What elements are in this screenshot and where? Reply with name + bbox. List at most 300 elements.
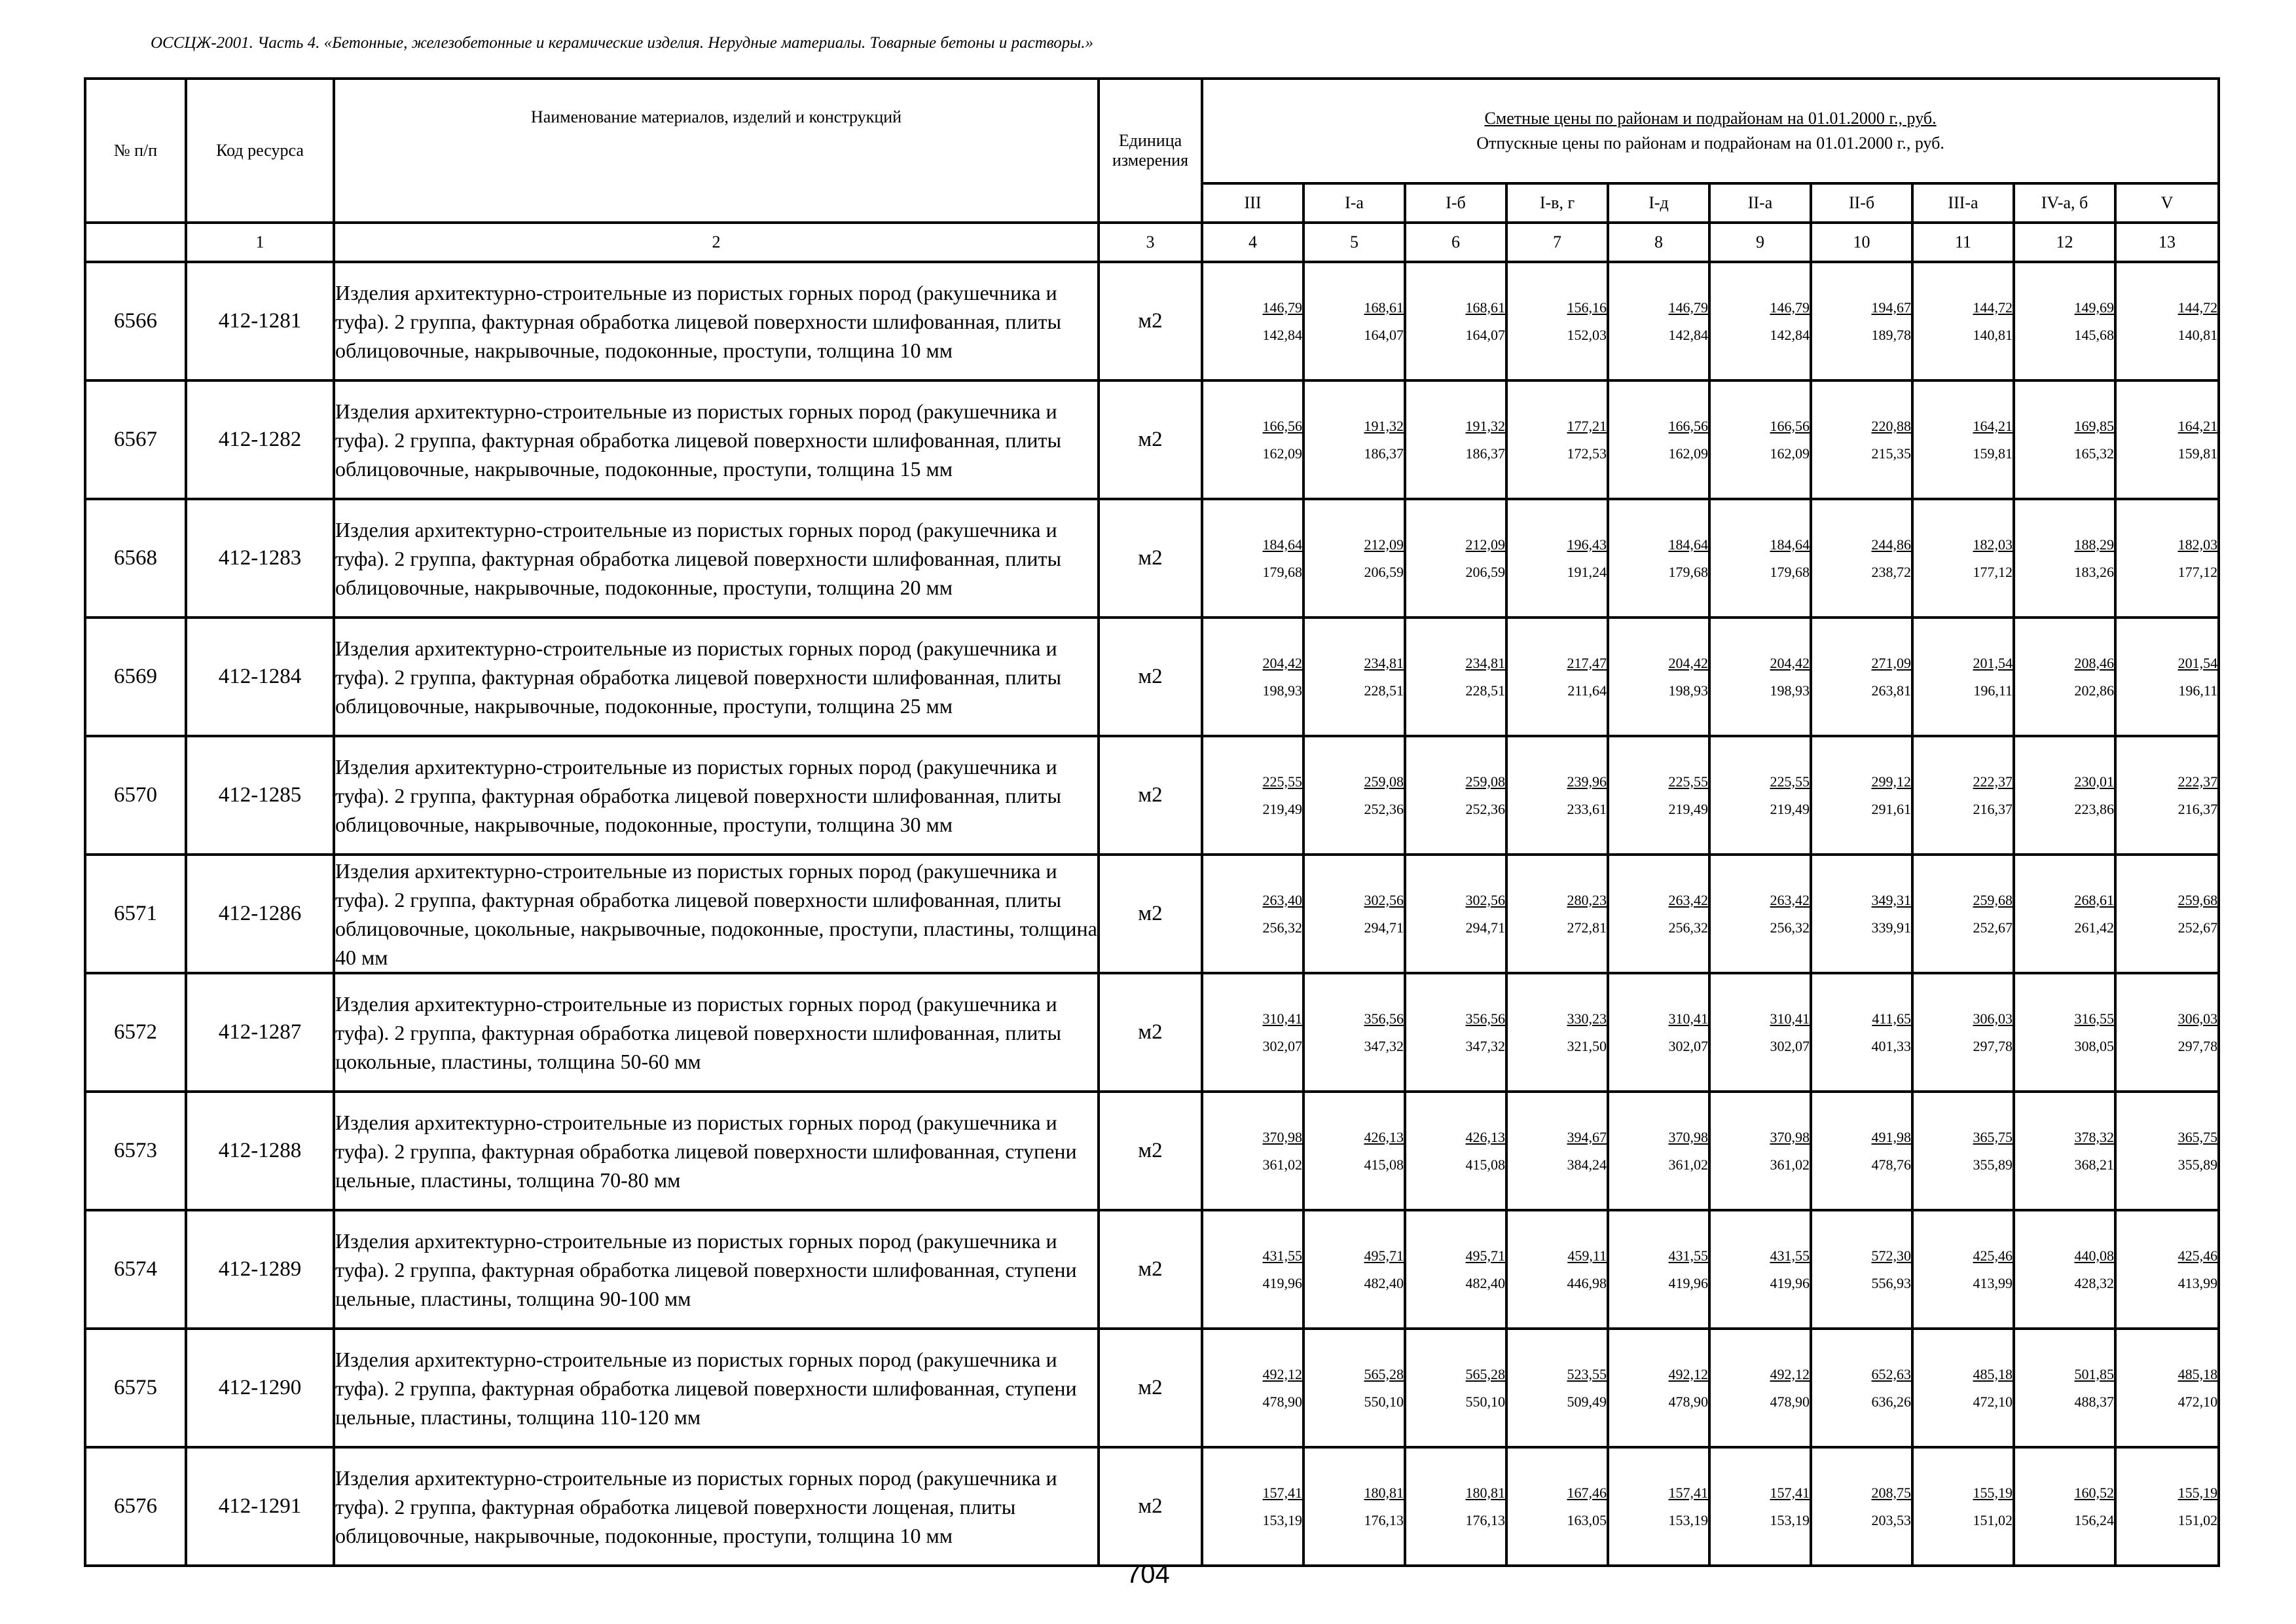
release-price: 211,64 [1567, 682, 1607, 699]
estimated-price: 182,03 [1973, 536, 2013, 553]
release-price: 196,11 [2178, 682, 2218, 699]
release-price: 145,68 [2074, 326, 2114, 343]
header-region: III-а [1912, 183, 2014, 223]
price-cell [1202, 736, 1303, 855]
price-cell [1303, 855, 1405, 973]
estimated-price: 268,61 [2074, 891, 2114, 908]
header-region: I-в, г [1506, 183, 1608, 223]
estimated-price: 234,81 [1364, 654, 1404, 671]
release-price: 478,90 [1262, 1393, 1302, 1410]
price-cell [1405, 1447, 1506, 1566]
estimated-price: 155,19 [1973, 1484, 2013, 1501]
resource-code: 412-1291 [186, 1447, 334, 1566]
release-price: 261,42 [2074, 919, 2114, 936]
price-cell [1811, 1210, 1912, 1329]
material-name: Изделия архитектурно-строительные из пористых горных пород (ракушечника и туфа). 2 группа, фактурная обработка лицевой поверхности шлифованная, плиты облицовочные, накрывочные, подоконные, проступи, толщина 10 мм [334, 262, 1099, 380]
price-cell [1811, 736, 1912, 855]
estimated-price: 263,42 [1770, 891, 1810, 908]
release-price: 151,02 [1973, 1511, 2013, 1528]
estimated-price: 169,85 [2074, 417, 2114, 434]
price-cell [1608, 1329, 1709, 1447]
row-number: 6571 [85, 855, 186, 973]
estimated-price: 572,30 [1871, 1247, 1911, 1264]
estimated-price: 259,68 [1973, 891, 2013, 908]
material-name: Изделия архитектурно-строительные из пористых горных пород (ракушечника и туфа). 2 группа, фактурная обработка лицевой поверхности лощеная, плиты облицовочные, накрывочные, подоконные, проступи, толщина 10 мм [334, 1447, 1099, 1566]
row-number: 6572 [85, 973, 186, 1092]
header-num: № п/п [85, 79, 186, 223]
price-cell [1709, 1329, 1811, 1447]
release-price: 291,61 [1871, 800, 1911, 817]
material-name: Изделия архитектурно-строительные из пористых горных пород (ракушечника и туфа). 2 группа, фактурная обработка лицевой поверхности шлифованная, плиты облицовочные, накрывочные, подоконные, проступи, толщина 30 мм [334, 736, 1099, 855]
release-price: 176,13 [1465, 1511, 1505, 1528]
estimated-price: 184,64 [1668, 536, 1708, 553]
release-price: 172,53 [1567, 445, 1607, 462]
release-price: 186,37 [1364, 445, 1404, 462]
estimated-price: 156,16 [1567, 299, 1607, 316]
price-cell [1405, 1092, 1506, 1210]
release-price: 294,71 [1465, 919, 1505, 936]
release-price: 347,32 [1465, 1037, 1505, 1054]
release-price: 297,78 [2178, 1037, 2218, 1054]
release-price: 294,71 [1364, 919, 1404, 936]
release-price: 509,49 [1567, 1393, 1607, 1410]
price-cell [2115, 1210, 2219, 1329]
release-price: 219,49 [1770, 800, 1810, 817]
estimated-price: 160,52 [2074, 1484, 2114, 1501]
release-price: 419,96 [1668, 1274, 1708, 1291]
release-price: 355,89 [2178, 1156, 2218, 1173]
document-header: ОССЦЖ-2001. Часть 4. «Бетонные, железобетонные и керамические изделия. Нерудные материалы. Товарные бетоны и растворы.» [151, 34, 1093, 52]
estimated-price: 491,98 [1871, 1128, 1911, 1145]
price-cell [1202, 1210, 1303, 1329]
header-index: 10 [1811, 223, 1912, 262]
estimated-price: 244,86 [1871, 536, 1911, 553]
price-cell [1303, 499, 1405, 618]
estimated-price: 164,21 [1973, 417, 2013, 434]
price-cell [1811, 262, 1912, 380]
price-cell [1202, 618, 1303, 736]
estimated-price: 411,65 [1872, 1010, 1911, 1027]
release-price: 186,37 [1465, 445, 1505, 462]
release-price: 636,26 [1871, 1393, 1911, 1410]
estimated-price: 217,47 [1567, 654, 1607, 671]
release-price: 550,10 [1364, 1393, 1404, 1410]
price-cell [1608, 499, 1709, 618]
release-price: 415,08 [1364, 1156, 1404, 1173]
resource-code: 412-1286 [186, 855, 334, 973]
price-cell [1608, 855, 1709, 973]
price-cell [1811, 618, 1912, 736]
header-region: II-а [1709, 183, 1811, 223]
estimated-price: 222,37 [2178, 773, 2218, 790]
price-cell [1405, 1210, 1506, 1329]
table-row [85, 1447, 2219, 1566]
release-price: 162,09 [1262, 445, 1302, 462]
release-price: 302,07 [1668, 1037, 1708, 1054]
price-cell [1303, 736, 1405, 855]
estimated-price: 271,09 [1871, 654, 1911, 671]
price-cell [2014, 1092, 2115, 1210]
estimated-price: 157,41 [1770, 1484, 1810, 1501]
header-region: V [2115, 183, 2219, 223]
estimated-price: 492,12 [1770, 1365, 1810, 1382]
estimated-price: 204,42 [1262, 654, 1302, 671]
table-row [85, 1329, 2219, 1447]
release-price: 142,84 [1770, 326, 1810, 343]
release-price: 415,08 [1465, 1156, 1505, 1173]
material-name: Изделия архитектурно-строительные из пористых горных пород (ракушечника и туфа). 2 группа, фактурная обработка лицевой поверхности шлифованная, плиты облицовочные, накрывочные, подоконные, проступи, толщина 20 мм [334, 499, 1099, 618]
price-cell [2014, 855, 2115, 973]
header-index: 5 [1303, 223, 1405, 262]
resource-code: 412-1289 [186, 1210, 334, 1329]
header-name: Наименование материалов, изделий и конструкций [334, 79, 1099, 223]
material-name: Изделия архитектурно-строительные из пористых горных пород (ракушечника и туфа). 2 группа, фактурная обработка лицевой поверхности шлифованная, ступени цельные, пластины, толщина 90-100 мм [334, 1210, 1099, 1329]
estimated-price: 310,41 [1668, 1010, 1708, 1027]
release-price: 339,91 [1871, 919, 1911, 936]
price-cell [1912, 1447, 2014, 1566]
release-price: 256,32 [1262, 919, 1302, 936]
unit-cell: м2 [1099, 499, 1202, 618]
price-cell [1506, 1210, 1608, 1329]
price-cell [1608, 618, 1709, 736]
price-cell [1811, 1447, 1912, 1566]
price-cell [1202, 1447, 1303, 1566]
header-region: I-а [1303, 183, 1405, 223]
release-price: 368,21 [2074, 1156, 2114, 1173]
price-cell [1912, 855, 2014, 973]
price-cell [1912, 736, 2014, 855]
price-cell [1811, 380, 1912, 499]
release-price: 252,36 [1465, 800, 1505, 817]
release-price: 164,07 [1364, 326, 1404, 343]
release-price: 263,81 [1871, 682, 1911, 699]
header-index: 7 [1506, 223, 1608, 262]
unit-cell: м2 [1099, 1329, 1202, 1447]
estimated-price: 225,55 [1668, 773, 1708, 790]
price-cell [1303, 380, 1405, 499]
estimated-price: 426,13 [1465, 1128, 1505, 1145]
estimated-price: 356,56 [1465, 1010, 1505, 1027]
estimated-price: 167,46 [1567, 1484, 1607, 1501]
unit-cell: м2 [1099, 618, 1202, 736]
estimated-price: 426,13 [1364, 1128, 1404, 1145]
release-price: 478,90 [1668, 1393, 1708, 1410]
price-cell [1709, 380, 1811, 499]
header-index: 8 [1608, 223, 1709, 262]
release-price: 413,99 [1973, 1274, 2013, 1291]
estimated-price: 212,09 [1364, 536, 1404, 553]
price-cell [2014, 499, 2115, 618]
release-price: 252,36 [1364, 800, 1404, 817]
price-cell [1405, 618, 1506, 736]
release-price: 256,32 [1668, 919, 1708, 936]
release-price: 140,81 [1973, 326, 2013, 343]
release-price: 472,10 [2178, 1393, 2218, 1410]
material-name: Изделия архитектурно-строительные из пористых горных пород (ракушечника и туфа). 2 группа, фактурная обработка лицевой поверхности шлифованная, плиты облицовочные, накрывочные, подоконные, проступи, толщина 15 мм [334, 380, 1099, 499]
resource-code: 412-1290 [186, 1329, 334, 1447]
price-cell [1709, 1092, 1811, 1210]
material-name: Изделия архитектурно-строительные из пористых горных пород (ракушечника и туфа). 2 группа, фактурная обработка лицевой поверхности шлифованная, ступени цельные, пластины, толщина 110-120 мм [334, 1329, 1099, 1447]
price-cell [1405, 380, 1506, 499]
price-cell [1608, 973, 1709, 1092]
unit-cell: м2 [1099, 973, 1202, 1092]
price-cell [1506, 1092, 1608, 1210]
price-cell [1709, 736, 1811, 855]
estimated-price: 306,03 [1973, 1010, 2013, 1027]
estimated-price: 191,32 [1364, 417, 1404, 434]
estimated-price: 485,18 [2178, 1365, 2218, 1382]
estimated-price: 485,18 [1973, 1365, 2013, 1382]
material-name: Изделия архитектурно-строительные из пористых горных пород (ракушечника и туфа). 2 группа, фактурная обработка лицевой поверхности шлифованная, плиты облицовочные, накрывочные, подоконные, проступи, толщина 25 мм [334, 618, 1099, 736]
table-row [85, 1092, 2219, 1210]
price-cell [1506, 262, 1608, 380]
row-number: 6568 [85, 499, 186, 618]
release-price: 215,35 [1871, 445, 1911, 462]
price-cell [2115, 262, 2219, 380]
price-cell [1912, 1210, 2014, 1329]
price-cell [1303, 1447, 1405, 1566]
estimated-price: 225,55 [1770, 773, 1810, 790]
unit-cell: м2 [1099, 1092, 1202, 1210]
estimated-price: 565,28 [1465, 1365, 1505, 1382]
price-cell [2115, 973, 2219, 1092]
price-cell [1405, 262, 1506, 380]
estimated-price: 194,67 [1871, 299, 1911, 316]
estimated-price: 440,08 [2074, 1247, 2114, 1264]
price-cell [1811, 1092, 1912, 1210]
estimated-price: 370,98 [1770, 1128, 1810, 1145]
price-cell [1202, 973, 1303, 1092]
estimated-price: 259,08 [1364, 773, 1404, 790]
release-price: 428,32 [2074, 1274, 2114, 1291]
price-cell [1709, 262, 1811, 380]
header-index: 2 [334, 223, 1099, 262]
release-price: 482,40 [1465, 1274, 1505, 1291]
estimated-price: 370,98 [1668, 1128, 1708, 1145]
price-cell [1912, 380, 2014, 499]
price-cell [1303, 262, 1405, 380]
estimated-price: 146,79 [1668, 299, 1708, 316]
header-index: 11 [1912, 223, 2014, 262]
header-index: 3 [1099, 223, 1202, 262]
unit-cell: м2 [1099, 855, 1202, 973]
price-cell [1506, 1447, 1608, 1566]
release-price: 361,02 [1262, 1156, 1302, 1173]
estimated-price: 201,54 [1973, 654, 2013, 671]
material-name: Изделия архитектурно-строительные из пористых горных пород (ракушечника и туфа). 2 группа, фактурная обработка лицевой поверхности шлифованная, плиты цокольные, пластины, толщина 50-60 мм [334, 973, 1099, 1092]
estimated-price: 565,28 [1364, 1365, 1404, 1382]
price-cell [2014, 1210, 2115, 1329]
release-price: 223,86 [2074, 800, 2114, 817]
row-number: 6575 [85, 1329, 186, 1447]
release-price: 361,02 [1668, 1156, 1708, 1173]
price-cell [1709, 1210, 1811, 1329]
release-price: 196,11 [1973, 682, 2013, 699]
estimated-price: 280,23 [1567, 891, 1607, 908]
release-price: 179,68 [1262, 563, 1302, 580]
resource-code: 412-1282 [186, 380, 334, 499]
estimated-price: 310,41 [1262, 1010, 1302, 1027]
release-price: 413,99 [2178, 1274, 2218, 1291]
estimated-price: 146,79 [1262, 299, 1302, 316]
estimated-price: 330,23 [1567, 1010, 1607, 1027]
price-cell [2115, 1092, 2219, 1210]
release-price: 179,68 [1668, 563, 1708, 580]
release-price: 191,24 [1567, 563, 1607, 580]
release-price: 556,93 [1871, 1274, 1911, 1291]
release-price: 198,93 [1770, 682, 1810, 699]
release-price: 203,53 [1871, 1511, 1911, 1528]
estimated-price: 155,19 [2178, 1484, 2218, 1501]
estimated-price: 316,55 [2074, 1010, 2114, 1027]
price-cell [1709, 973, 1811, 1092]
row-number: 6570 [85, 736, 186, 855]
price-cell [1608, 1447, 1709, 1566]
release-price: 159,81 [1973, 445, 2013, 462]
price-cell [2014, 736, 2115, 855]
release-price: 482,40 [1364, 1274, 1404, 1291]
estimated-price: 263,42 [1668, 891, 1708, 908]
estimated-price: 431,55 [1770, 1247, 1810, 1264]
estimated-price: 299,12 [1871, 773, 1911, 790]
price-cell [2014, 1329, 2115, 1447]
release-price: 384,24 [1567, 1156, 1607, 1173]
release-price: 252,67 [1973, 919, 2013, 936]
price-cell [1405, 736, 1506, 855]
price-cell [1202, 380, 1303, 499]
estimated-price: 208,75 [1871, 1484, 1911, 1501]
estimated-price: 166,56 [1262, 417, 1302, 434]
price-cell [1912, 499, 2014, 618]
header-region: IV-а, б [2014, 183, 2115, 223]
resource-code: 412-1283 [186, 499, 334, 618]
estimated-price: 149,69 [2074, 299, 2114, 316]
estimated-price: 146,79 [1770, 299, 1810, 316]
price-cell [1912, 618, 2014, 736]
header-price-line1: Сметные цены по районам и подрайонам на 01.01.2000 г., руб. [1484, 109, 1937, 128]
table-row [85, 499, 2219, 618]
release-price: 355,89 [1973, 1156, 2013, 1173]
unit-cell: м2 [1099, 1447, 1202, 1566]
estimated-price: 310,41 [1770, 1010, 1810, 1027]
resource-code: 412-1285 [186, 736, 334, 855]
release-price: 177,12 [1973, 563, 2013, 580]
estimated-price: 166,56 [1668, 417, 1708, 434]
table-row [85, 855, 2219, 973]
release-price: 162,09 [1668, 445, 1708, 462]
price-cell [1811, 855, 1912, 973]
material-name: Изделия архитектурно-строительные из пористых горных пород (ракушечника и туфа). 2 группа, фактурная обработка лицевой поверхности шлифованная, ступени цельные, пластины, толщина 70-80 мм [334, 1092, 1099, 1210]
price-cell [1608, 262, 1709, 380]
estimated-price: 177,21 [1567, 417, 1607, 434]
header-region: I-б [1405, 183, 1506, 223]
release-price: 206,59 [1465, 563, 1505, 580]
release-price: 164,07 [1465, 326, 1505, 343]
price-cell [1202, 499, 1303, 618]
unit-cell: м2 [1099, 262, 1202, 380]
price-cell [1303, 1210, 1405, 1329]
estimated-price: 263,40 [1262, 891, 1302, 908]
header-code: Код ресурса [186, 79, 334, 223]
estimated-price: 431,55 [1262, 1247, 1302, 1264]
header-price-line2: Отпускные цены по районам и подрайонам на 01.01.2000 г., руб. [1476, 134, 1944, 153]
price-cell [1405, 499, 1506, 618]
price-cell [1608, 736, 1709, 855]
header-unit: Единица измерения [1099, 79, 1202, 223]
price-table [84, 77, 2220, 1567]
release-price: 347,32 [1364, 1037, 1404, 1054]
release-price: 308,05 [2074, 1037, 2114, 1054]
release-price: 419,96 [1770, 1274, 1810, 1291]
release-price: 216,37 [1973, 800, 2013, 817]
estimated-price: 168,61 [1465, 299, 1505, 316]
header-index: 6 [1405, 223, 1506, 262]
release-price: 162,09 [1770, 445, 1810, 462]
estimated-price: 168,61 [1364, 299, 1404, 316]
release-price: 163,05 [1567, 1511, 1607, 1528]
estimated-price: 459,11 [1567, 1247, 1607, 1264]
release-price: 219,49 [1262, 800, 1302, 817]
table-row [85, 618, 2219, 736]
release-price: 238,72 [1871, 563, 1911, 580]
price-cell [1912, 1092, 2014, 1210]
price-cell [2115, 1329, 2219, 1447]
estimated-price: 652,63 [1871, 1365, 1911, 1382]
table-row [85, 973, 2219, 1092]
row-number: 6574 [85, 1210, 186, 1329]
price-cell [1709, 1447, 1811, 1566]
release-price: 153,19 [1770, 1511, 1810, 1528]
price-cell [1405, 855, 1506, 973]
release-price: 228,51 [1465, 682, 1505, 699]
price-cell [2014, 262, 2115, 380]
release-price: 152,03 [1567, 326, 1607, 343]
table-row [85, 736, 2219, 855]
release-price: 478,90 [1770, 1393, 1810, 1410]
price-cell [1506, 380, 1608, 499]
price-cell [1709, 618, 1811, 736]
release-price: 142,84 [1668, 326, 1708, 343]
price-cell [2014, 973, 2115, 1092]
estimated-price: 204,42 [1770, 654, 1810, 671]
estimated-price: 425,46 [1973, 1247, 2013, 1264]
price-cell [1202, 262, 1303, 380]
price-cell [2115, 499, 2219, 618]
price-cell [1303, 1329, 1405, 1447]
release-price: 165,32 [2074, 445, 2114, 462]
header-region: I-д [1608, 183, 1709, 223]
price-cell [1709, 855, 1811, 973]
header-region: II-б [1811, 183, 1912, 223]
estimated-price: 225,55 [1262, 773, 1302, 790]
estimated-price: 495,71 [1364, 1247, 1404, 1264]
row-number: 6569 [85, 618, 186, 736]
release-price: 189,78 [1871, 326, 1911, 343]
estimated-price: 370,98 [1262, 1128, 1302, 1145]
release-price: 153,19 [1668, 1511, 1708, 1528]
row-number: 6566 [85, 262, 186, 380]
price-cell [1608, 1210, 1709, 1329]
price-cell [1811, 973, 1912, 1092]
price-cell [1303, 973, 1405, 1092]
header-index-blank [85, 223, 186, 262]
estimated-price: 180,81 [1364, 1484, 1404, 1501]
header-index: 1 [186, 223, 334, 262]
estimated-price: 220,88 [1871, 417, 1911, 434]
release-price: 216,37 [2178, 800, 2218, 817]
release-price: 198,93 [1668, 682, 1708, 699]
release-price: 361,02 [1770, 1156, 1810, 1173]
